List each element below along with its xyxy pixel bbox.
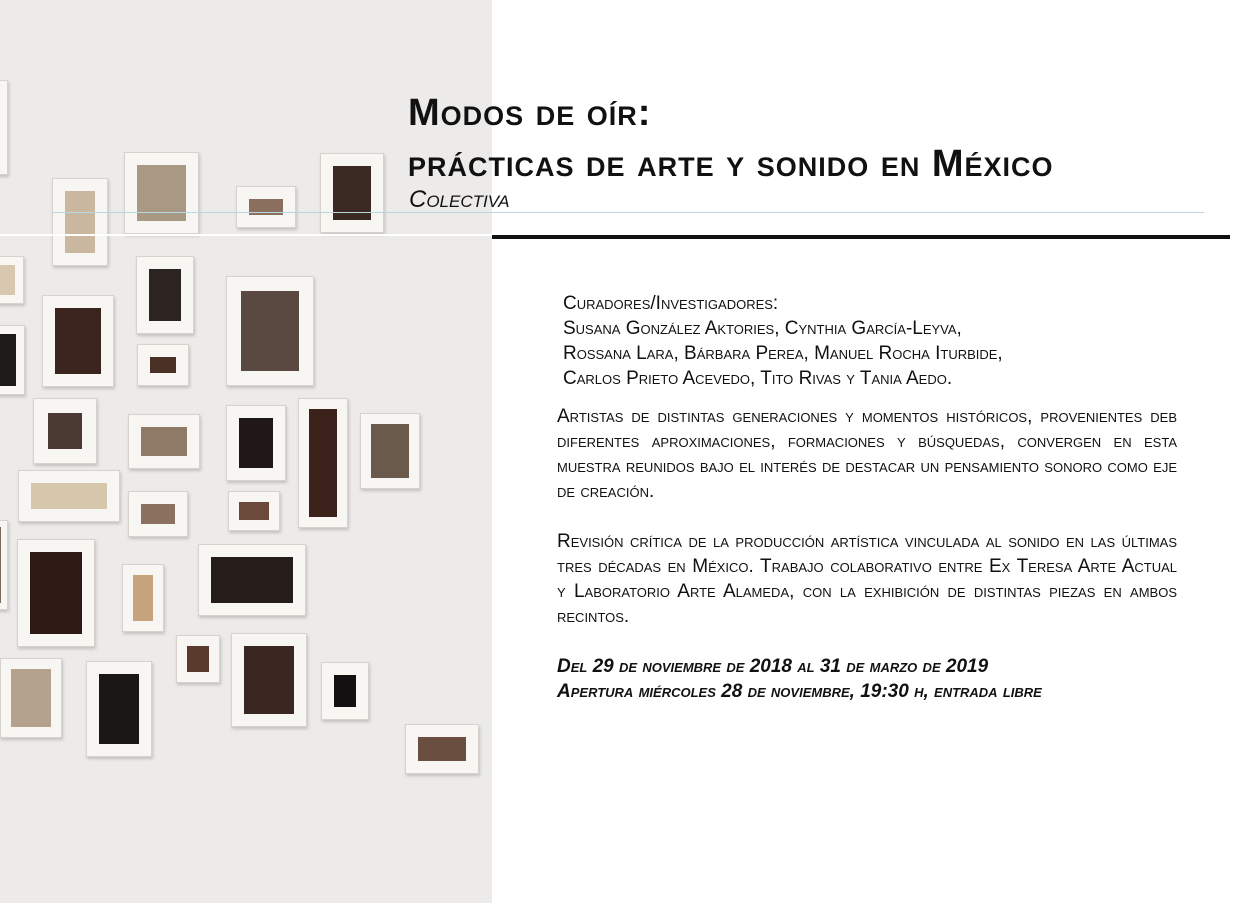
artwork-frame [124,152,199,234]
artwork [31,483,107,509]
dates-block [557,654,1042,704]
exhibition-title-line2: prácticas de arte y sonido en México [408,143,1054,185]
artwork [0,265,15,295]
artwork [141,504,175,524]
artwork-frame [17,539,95,647]
artwork-frame [320,153,384,233]
header-rule [492,235,1230,239]
artwork-frame [42,295,114,387]
artwork-frame [236,186,296,228]
thin-divider [52,212,1204,213]
artwork-frame [86,661,152,757]
curators-line: Rossana Lara, Bárbara Perea, Manuel Rocha Iturbide, [563,343,1003,364]
artwork [309,409,337,517]
exhibition-subtitle: Colectiva [409,186,510,213]
artwork-frame [231,633,307,727]
artwork-frame [226,276,314,386]
artwork [65,191,95,253]
artwork-frame [0,520,8,610]
artwork-frame [321,662,369,720]
artwork [150,357,176,373]
artwork [133,575,153,621]
artwork-frame [137,344,189,386]
artwork [244,646,294,714]
artwork-frame [122,564,164,632]
artwork [55,308,101,374]
artwork [239,502,269,520]
artwork-frame [176,635,220,683]
artwork-frame [128,414,200,469]
artwork [418,737,466,761]
artwork-frame [52,178,108,266]
curators-line: Carlos Prieto Acevedo, Tito Rivas y Tania Aedo. [563,368,953,389]
artwork [0,527,1,603]
artwork-frame [136,256,194,334]
artwork-frame [128,491,188,537]
description-paragraph-1: Artistas de distintas generaciones y momentos históricos, provenientes deb diferentes aproximaciones, formaciones y búsquedas, convergen en esta muestra reunidos bajo el interés de destacar un pensamiento sonoro como eje de creación. [557,406,1177,502]
artwork [149,269,181,321]
artwork-frame [198,544,306,616]
exhibition-dates: Del 29 de noviembre de 2018 al 31 de marzo de 2019 [557,656,989,677]
curators-heading: Curadores/Investigadores: [563,293,779,314]
artwork [0,334,16,386]
opening-info: Apertura miércoles 28 de noviembre, 19:30 h, entrada libre [557,681,1042,702]
curators-line: Susana González Aktories, Cynthia García-Leyva, [563,318,962,339]
artwork-frame [226,405,286,481]
artwork-frame [228,491,280,531]
artwork [211,557,293,603]
artwork [30,552,82,634]
photo-divider [0,234,492,236]
artwork [334,675,356,707]
curators-block [563,291,1003,391]
artwork-frame [298,398,348,528]
artwork-frame [0,325,25,395]
artwork-frame [405,724,479,774]
artwork [371,424,409,478]
artwork [239,418,273,468]
artwork-frame [0,658,62,738]
artwork-frame [360,413,420,489]
artwork [187,646,209,672]
artwork-frame [0,80,8,175]
artwork-frame [33,398,97,464]
artwork-frame [18,470,120,522]
artwork [141,427,187,456]
exhibition-title-line1: Modos de oír: [408,92,652,134]
description-paragraph-2: Revisión crítica de la producción artística vinculada al sonido en las últimas tres décadas en México. Trabajo colaborativo entre Ex Teresa Arte Actual y Laboratorio Arte Alameda, con la exhibición de distintas piezas en ambos recintos. [557,531,1177,627]
artwork-frame [0,256,24,304]
exhibition-photo [0,0,492,903]
artwork [99,674,139,744]
artwork [48,413,82,449]
artwork [241,291,299,371]
artwork [11,669,51,727]
